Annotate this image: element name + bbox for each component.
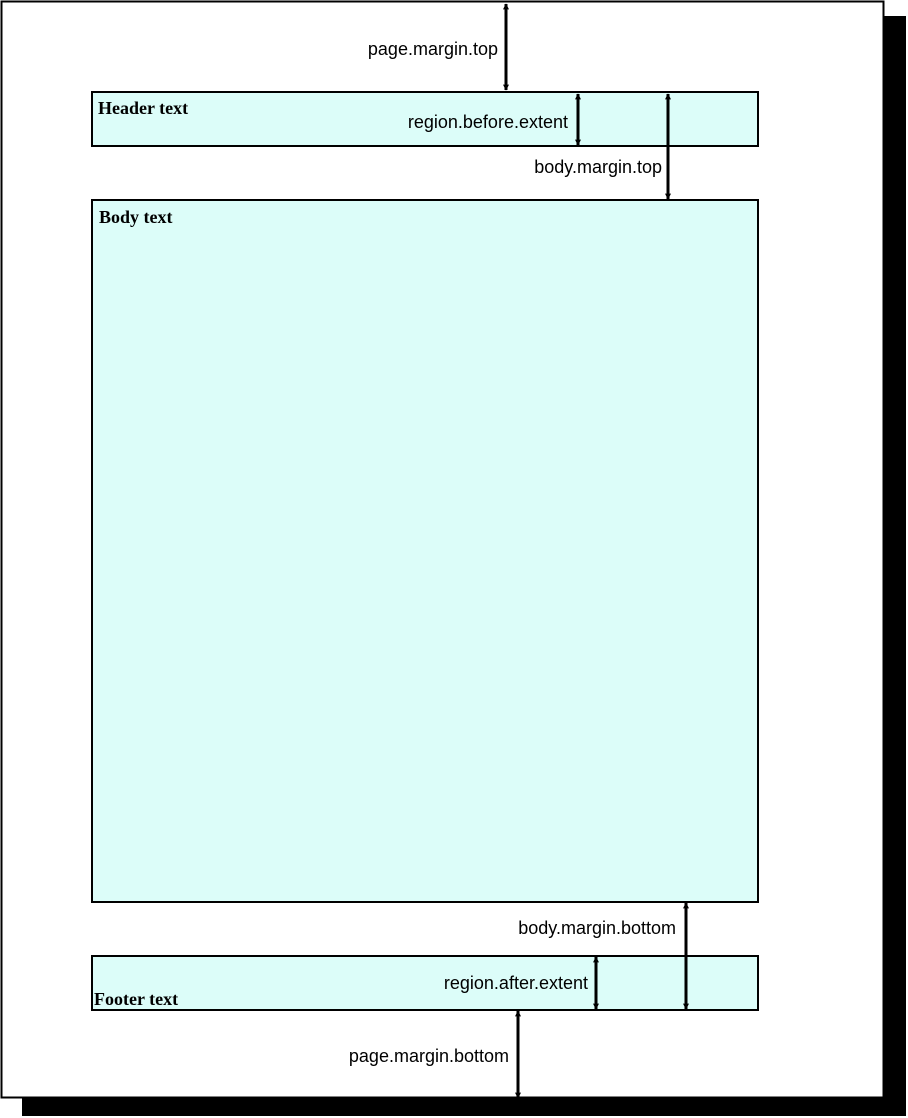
body-margin-top-label: body.margin.top: [534, 157, 662, 177]
region-before-extent-label: region.before.extent: [407, 112, 568, 132]
body-region: [92, 200, 758, 902]
body-margin-bottom-label: body.margin.bottom: [518, 918, 676, 938]
header-text-label: Header text: [98, 98, 189, 118]
page-margin-bottom-label: page.margin.bottom: [348, 1046, 509, 1066]
footer-region: [92, 956, 758, 1010]
region-after-extent-label: region.after.extent: [443, 973, 588, 993]
body-text-label: Body text: [99, 207, 173, 227]
footer-text-label: Footer text: [94, 989, 179, 1009]
page-margin-top-label: page.margin.top: [367, 39, 498, 59]
